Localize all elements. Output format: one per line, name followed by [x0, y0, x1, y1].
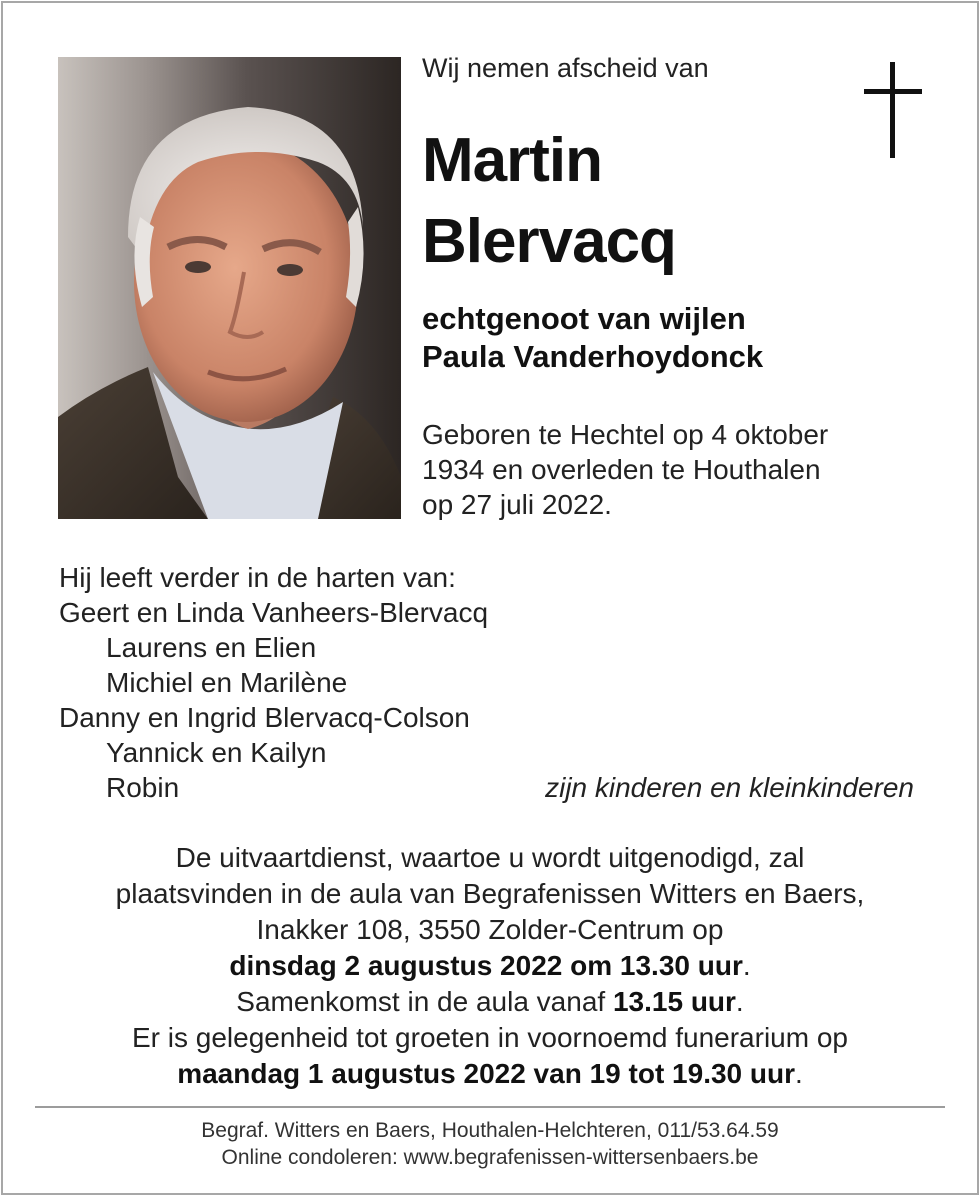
family-line: Michiel en Marilène — [106, 667, 348, 698]
gathering-time: 13.15 uur — [612, 986, 736, 1017]
divider — [35, 1106, 945, 1108]
service-line-1: De uitvaartdienst, waartoe u wordt uitgenodigd, zal — [175, 842, 805, 873]
family-line: Danny en Ingrid Blervacq-Colson — [59, 702, 470, 733]
spouse-line-2: Paula Vanderhoydonck — [422, 339, 764, 374]
birth-line-2: 1934 en overleden te Houthalen — [422, 454, 821, 485]
gathering-prefix: Samenkomst in de aula vanaf — [236, 986, 606, 1017]
intro-text: Wij nemen afscheid van — [422, 53, 709, 83]
family-line: Geert en Linda Vanheers-Blervacq — [59, 597, 489, 628]
portrait-photo — [58, 57, 401, 519]
family-line: Laurens en Elien — [106, 632, 317, 663]
funeral-home-contact: Begraf. Witters en Baers, Houthalen-Helchteren, 011/53.64.59 — [201, 1119, 779, 1142]
period: . — [742, 950, 751, 981]
service-date: dinsdag 2 augustus 2022 om 13.30 uur — [229, 950, 743, 981]
family-list — [59, 560, 919, 805]
service-line-5: Er is gelegenheid tot groeten in voornoemd funerarium op — [132, 1022, 848, 1053]
family-line: Robin — [106, 772, 180, 803]
spouse-line-1: echtgenoot van wijlen — [422, 301, 746, 336]
birth-death-text — [422, 417, 828, 522]
spouse-text — [422, 300, 763, 376]
birth-line-1: Geboren te Hechtel op 4 oktober — [422, 419, 829, 450]
family-line: Yannick en Kailyn — [106, 737, 327, 768]
footer — [35, 1117, 945, 1171]
family-relation: zijn kinderen en kleinkinderen — [545, 772, 914, 803]
service-line-3: Inakker 108, 3550 Zolder-Centrum op — [256, 914, 724, 945]
visitation-date: maandag 1 augustus 2022 van 19 tot 19.30 uur — [177, 1058, 795, 1089]
first-name: Martin — [422, 126, 602, 195]
visitation-line — [40, 1056, 940, 1092]
period: . — [795, 1058, 803, 1089]
family-line-last — [59, 770, 919, 805]
period: . — [735, 986, 744, 1017]
service-date-line — [40, 948, 940, 984]
cross-icon — [864, 62, 922, 158]
service-line-2: plaatsvinden in de aula van Begrafenissen Witters en Baers, — [115, 878, 865, 909]
last-name: Blervacq — [422, 207, 676, 276]
deceased-name — [422, 120, 676, 282]
online-condolence-link[interactable]: Online condoleren: www.begrafenissen-wittersenbaers.be — [221, 1146, 759, 1169]
service-info — [40, 840, 940, 1092]
portrait-illustration — [58, 57, 401, 519]
gathering-line — [40, 984, 940, 1020]
birth-line-3: op 27 juli 2022. — [422, 489, 612, 520]
family-intro: Hij leeft verder in de harten van: — [59, 562, 456, 593]
